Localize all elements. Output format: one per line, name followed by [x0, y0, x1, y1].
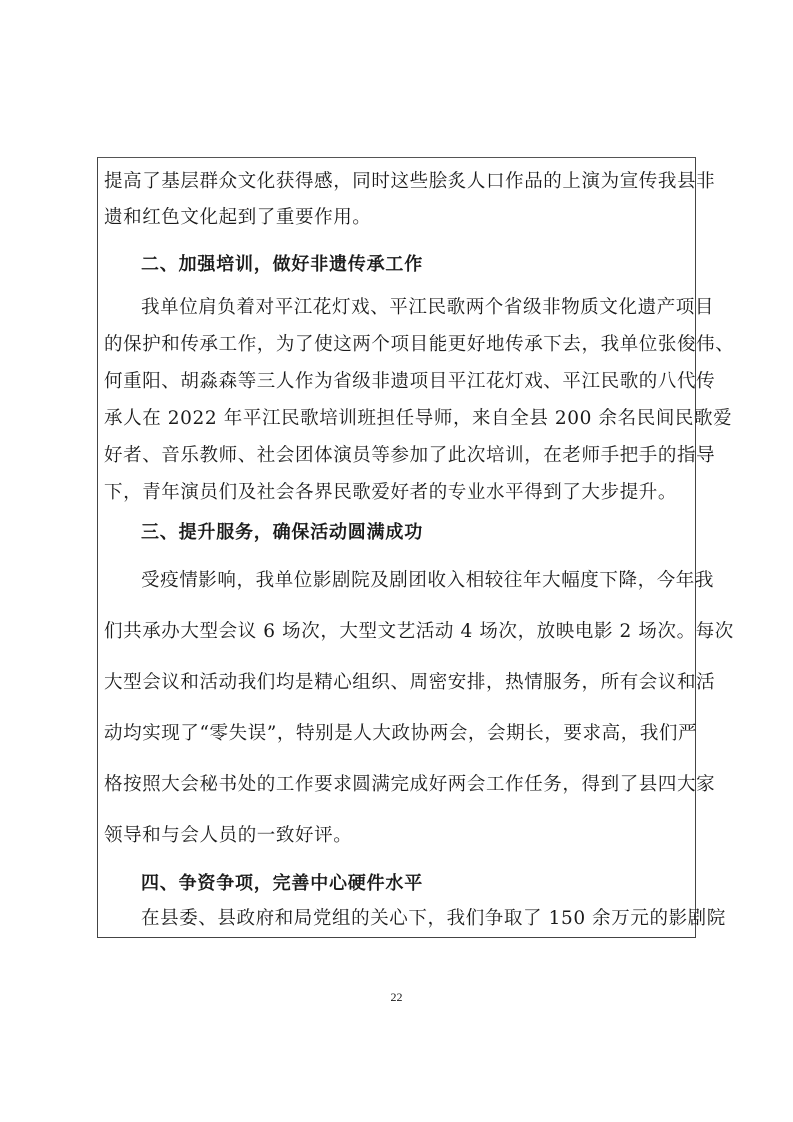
section-heading: 四、争资争项，完善中心硬件水平	[141, 873, 423, 894]
paragraph-line: 大型会议和活动我们均是精心组织、周密安排，热情服务，所有会议和活	[104, 672, 716, 693]
paragraph-line: 格按照大会秘书处的工作要求圆满完成好两会工作任务，得到了县四大家	[104, 774, 716, 795]
paragraph-line: 我单位肩负着对平江花灯戏、平江民歌两个省级非物质文化遗产项目	[141, 297, 715, 318]
paragraph-line: 承人在 2022 年平江民歌培训班担任导师，来自全县 200 余名民间民歌爱	[104, 408, 733, 429]
section-heading: 二、加强培训，做好非遗传承工作	[141, 254, 423, 275]
paragraph-line: 提高了基层群众文化获得感，同时这些脍炙人口作品的上演为宣传我县非	[104, 171, 716, 192]
paragraph-line: 何重阳、胡淼森等三人作为省级非遗项目平江花灯戏、平江民歌的八代传	[104, 371, 716, 392]
section-heading: 三、提升服务，确保活动圆满成功	[141, 522, 423, 543]
paragraph-line: 的保护和传承工作，为了使这两个项目能更好地传承下去，我单位张俊伟、	[104, 334, 735, 355]
paragraph-line: 好者、音乐教师、社会团体演员等参加了此次培训，在老师手把手的指导	[104, 445, 716, 466]
paragraph-line: 动均实现了“零失误”，特别是人大政协两会，会期长，要求高，我们严	[104, 723, 698, 744]
paragraph-line: 遗和红色文化起到了重要作用。	[104, 207, 372, 228]
paragraph-line: 领导和与会人员的一致好评。	[104, 825, 353, 846]
paragraph-line: 受疫情影响，我单位影剧院及剧团收入相较往年大幅度下降，今年我	[141, 570, 715, 591]
paragraph-line: 下，青年演员们及社会各界民歌爱好者的专业水平得到了大步提升。	[104, 482, 678, 503]
paragraph-line: 在县委、县政府和局党组的关心下，我们争取了 150 余万元的影剧院	[141, 908, 726, 929]
paragraph-line: 们共承办大型会议 6 场次，大型文艺活动 4 场次，放映电影 2 场次。每次	[104, 621, 734, 642]
page-number: 22	[390, 990, 403, 1004]
